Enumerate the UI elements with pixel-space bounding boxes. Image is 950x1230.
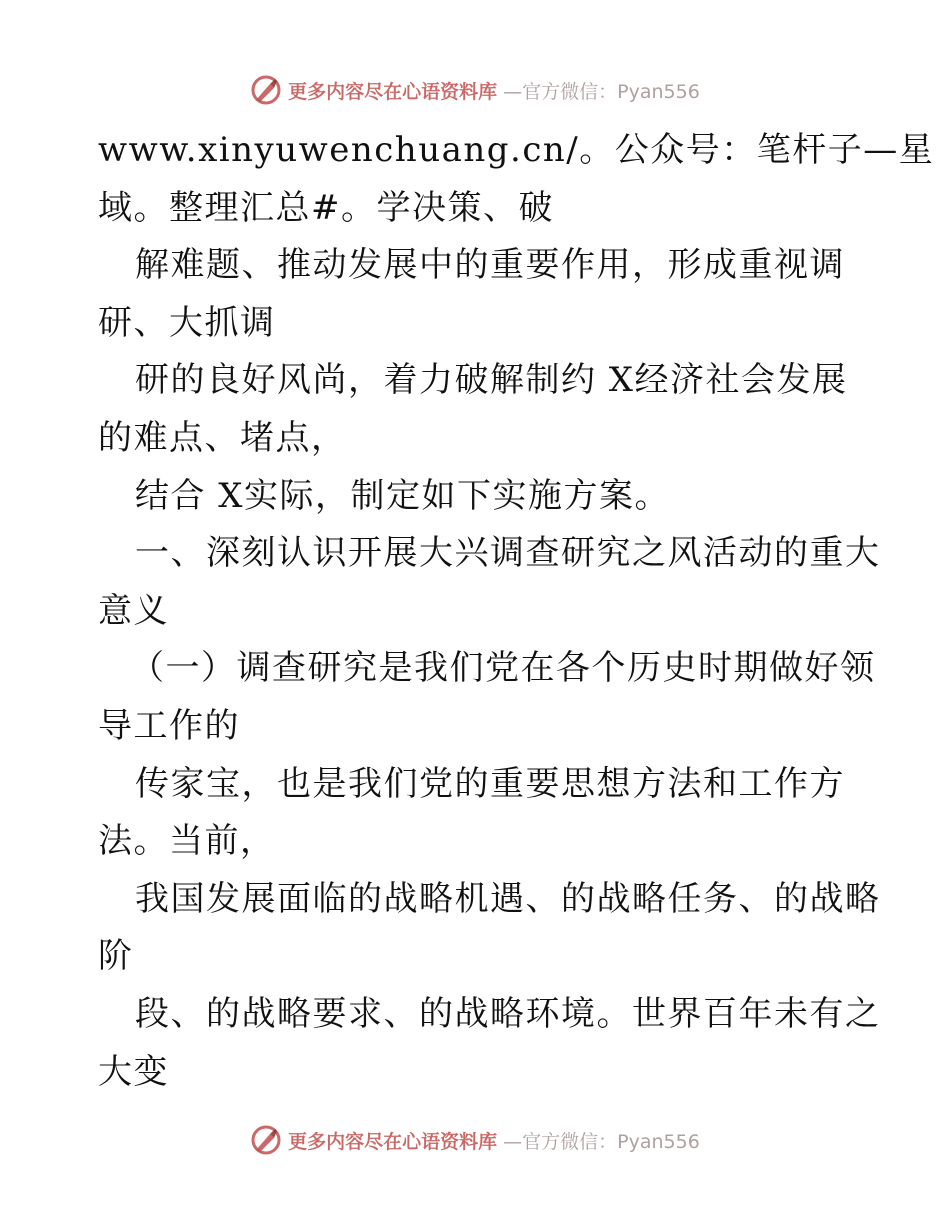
text-line: 结合 X实际，制定如下实施方案。 <box>135 475 671 516</box>
pen-nib-logo-icon <box>250 74 282 106</box>
text-line: 研的良好风尚，着力破解制约 X经济社会发展 <box>135 360 848 401</box>
text-line: 研、大抓调 <box>98 302 276 343</box>
document-body <box>98 122 935 1101</box>
footer-banner-title: 更多内容尽在心语资料库 <box>288 1130 498 1153</box>
text-line: 法。当前， <box>98 821 276 862</box>
pen-nib-logo-icon <box>250 1124 282 1156</box>
text-line: 解难题、推动发展中的重要作用，形成重视调 <box>135 245 845 286</box>
text-line: 的难点、堵点， <box>98 417 347 458</box>
footer-banner-wechat: —官方微信：Pyan556 <box>503 1130 700 1153</box>
text-line: 大变 <box>98 1051 169 1092</box>
footer-banner-inner <box>250 1124 700 1156</box>
text-line: 段、的战略要求、的战略环境。世界百年未有之 <box>135 993 881 1034</box>
header-banner-title: 更多内容尽在心语资料库 <box>288 80 498 103</box>
text-line: 导工作的 <box>98 705 240 746</box>
text-line: www.xinyuwenchuang.cn/。公众号：笔杆子—星 <box>98 130 935 170</box>
section-heading: 一、深刻认识开展大兴调查研究之风活动的重大 <box>135 533 881 574</box>
text-line: 阶 <box>98 936 134 977</box>
header-banner-inner <box>250 74 700 106</box>
subsection-heading: （一）调查研究是我们党在各个历史时期做好领 <box>130 648 876 689</box>
header-banner <box>0 70 950 110</box>
section-heading-cont: 意义 <box>98 590 169 631</box>
text-line: 域。整理汇总#。学决策、破 <box>98 187 554 228</box>
text-line: 我国发展面临的战略机遇、的战略任务、的战略 <box>135 878 881 919</box>
footer-banner <box>0 1120 950 1160</box>
header-banner-wechat: —官方微信：Pyan556 <box>503 80 700 103</box>
text-line: 传家宝，也是我们党的重要思想方法和工作方 <box>135 763 845 804</box>
